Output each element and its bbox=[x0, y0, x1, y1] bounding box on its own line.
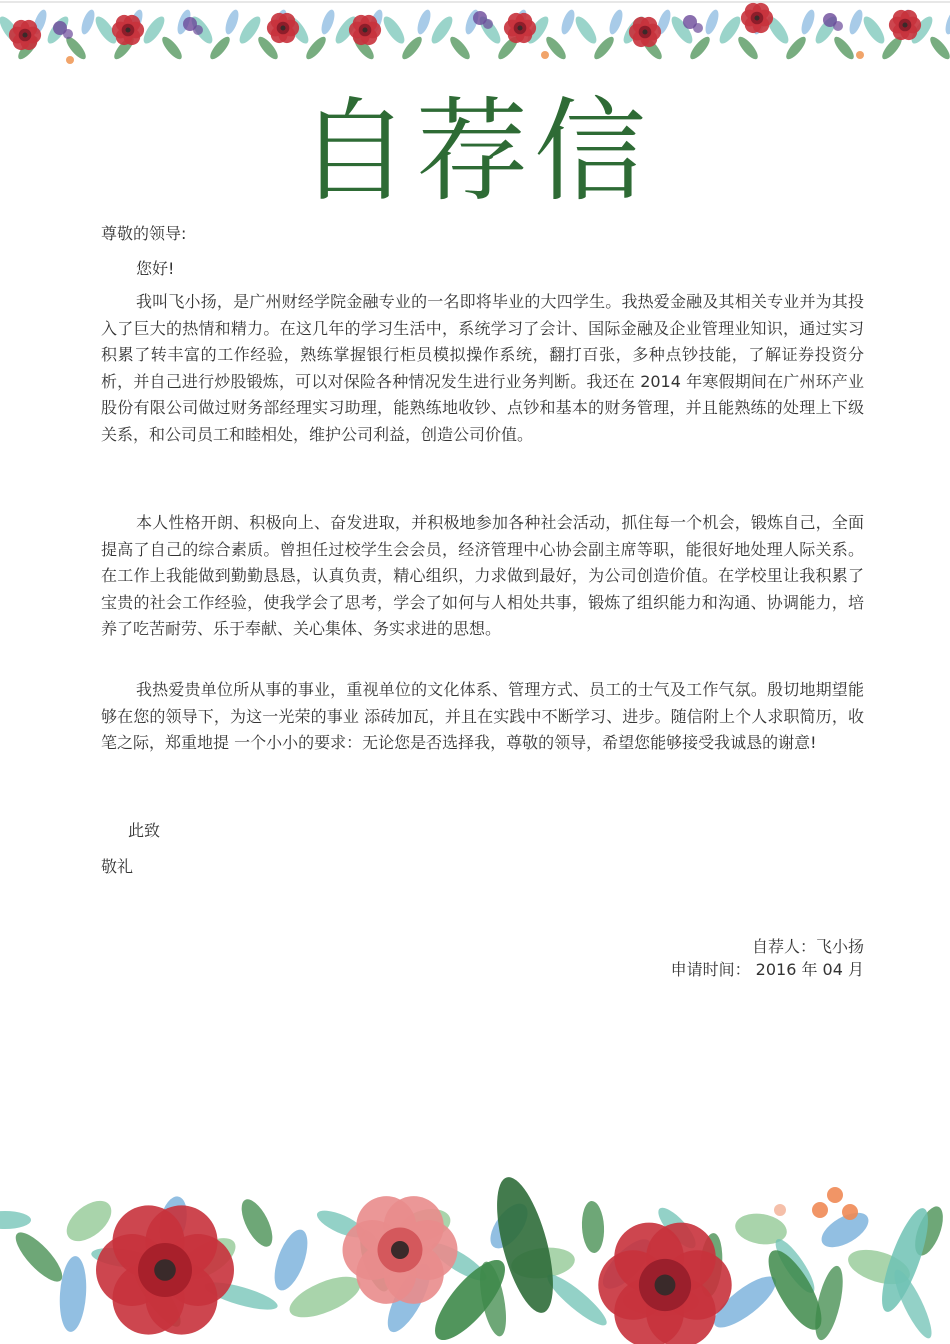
closing-line-2: 敬礼 bbox=[101, 857, 134, 876]
closing-line-1: 此致 bbox=[128, 821, 161, 840]
top-floral-border bbox=[0, 0, 950, 96]
body-paragraph-3: 我热爱贵单位所从事的事业，重视单位的文化体系、管理方式、员工的士气及工作气氛。殷切地期望能够在您的领导下，为这一光荣的事业 添砖加瓦，并且在实践中不断学习、进步。随信附上个人求职简历，收笔之际，郑重地提 一个小小的要求：无论您是否选择我，尊敬的领导，希望您能够接受我诚恳的谢意! bbox=[101, 680, 864, 752]
greeting: 您好! bbox=[136, 259, 175, 278]
body-paragraph-1: 我叫飞小扬，是广州财经学院金融专业的一名即将毕业的大四学生。我热爱金融及其相关专业并为其投入了巨大的热情和精力。在这几年的学习生活中，系统学习了会计、国际金融及企业管理业知识，通过实习积累了转丰富的工作经验，熟练掌握银行柜员模拟操作系统，翻打百张，多种点钞技能，了解证券投资分析，并自己进行炒股锻炼，可以对保险各种情况发生进行业务判断。我还在 2014 年寒假期间在广州环产业股份有限公司做过财务部经理实习助理，能熟练地收钞、点钞和基本的财务管理，并且能熟练的处理上下级关系，和公司员工和睦相处，维护公司利益，创造公司价值。 bbox=[101, 292, 864, 444]
body-paragraph-2: 本人性格开朗、积极向上、奋发进取，并积极地参加各种社会活动，抓住每一个机会，锻炼自己，全面提高了自己的综合素质。曾担任过校学生会会员，经济管理中心协会副主席等职，能很好地处理人际关系。在工作上我能做到勤勤恳恳，认真负责，精心组织，力求做到最好，为公司创造价值。在学校里让我积累了宝贵的社会工作经验，使我学会了思考，学会了如何与人相处共事，锻炼了组织能力和沟通、协调能力，培养了吃苦耐劳、乐于奉献、关心集体、务实求进的思想。 bbox=[101, 513, 864, 638]
bottom-floral-border bbox=[0, 1150, 950, 1344]
floral-garland-image bbox=[0, 0, 950, 96]
page-title: 自荐信 bbox=[298, 87, 652, 217]
application-date: 申请时间： 2016 年 04 月 bbox=[670, 960, 864, 979]
salutation: 尊敬的领导: bbox=[101, 224, 187, 243]
floral-bouquet-image bbox=[0, 1150, 950, 1344]
signature: 自荐人：飞小扬 bbox=[751, 937, 864, 956]
